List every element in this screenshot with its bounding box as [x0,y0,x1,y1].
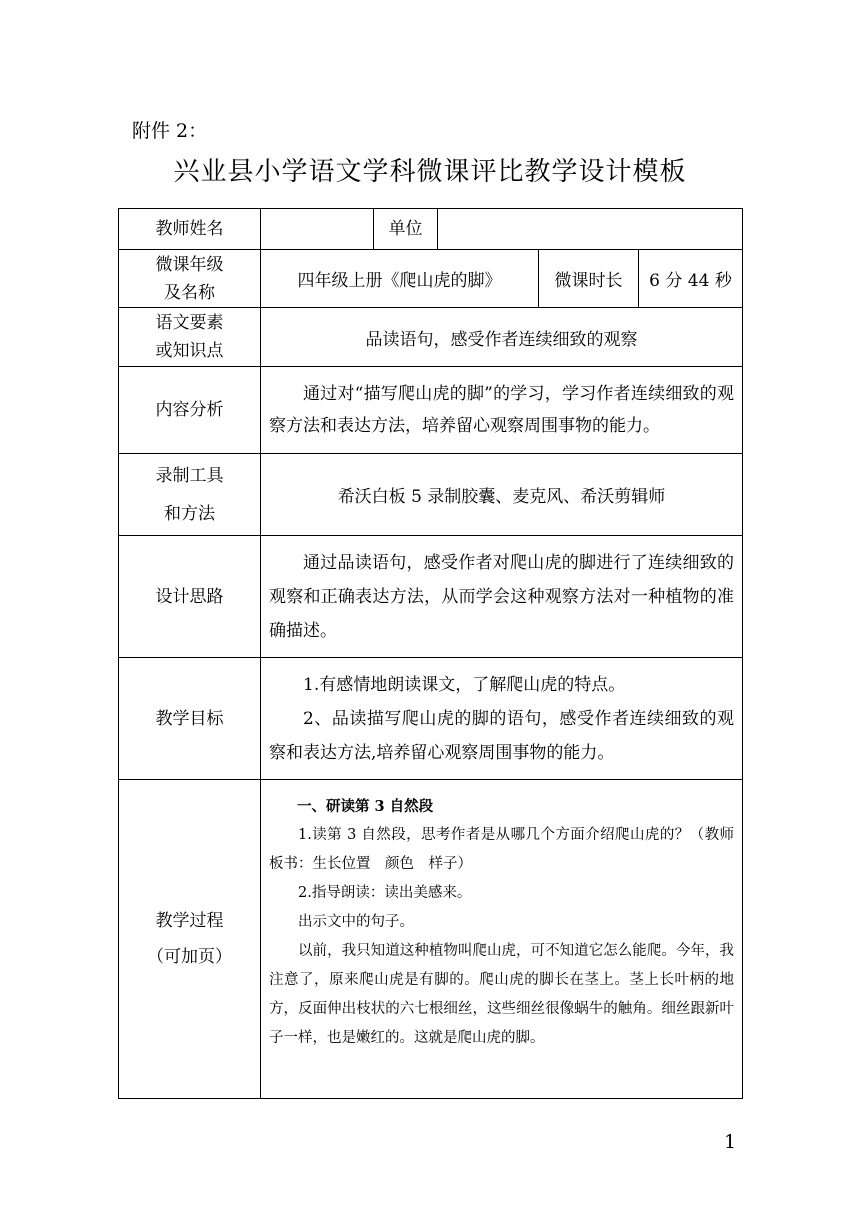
grade-label-line1: 微课年级 [155,254,224,275]
goals-value [261,658,743,780]
design-value: 通过品读语句，感受作者对爬山虎的脚进行了连续细致的观察和正确表达方法，从而学会这种观察方法对一种植物的准确描述。 [261,536,743,658]
unit-value[interactable] [438,209,743,250]
process-value [261,780,743,1099]
process-step-1: 1.读第 3 自然段，思考作者是从哪几个方面介绍爬山虎的？（教师板书：生长位置 颜色 样子） [269,827,735,872]
tools-label-line2: 和方法 [164,503,215,524]
process-text-passage: 以前，我只知道这种植物叫爬山虎，可不知道它怎么能爬。今年，我注意了，原来爬山虎是有脚的。爬山虎的脚长在茎上。茎上长叶柄的地方，反面伸出枝状的六七根细丝，这些细丝很像蜗牛的触角。细丝跟新叶子一样，也是嫩红的。这就是爬山虎的脚。 [269,943,735,1046]
unit-label: 单位 [374,209,438,250]
grade-label-line2: 及名称 [164,282,215,303]
process-label [119,780,261,1099]
teacher-name-label: 教师姓名 [119,209,261,250]
duration-label: 微课时长 [539,250,639,308]
grade-label [119,250,261,308]
attachment-label: 附件 2： [132,120,208,142]
tools-value: 希沃白板 5 录制胶囊、麦克风、希沃剪辑师 [261,454,743,536]
elements-label [119,308,261,367]
process-label-line1: 教学过程 [155,911,224,931]
goal-item-1: 1.有感情地朗读课文，了解爬山虎的特点。 [303,674,626,695]
process-label-line2: （可加页） [147,947,232,967]
tools-label-line1: 录制工具 [155,465,224,486]
page-number: 1 [724,1131,737,1153]
content-label: 内容分析 [119,367,261,454]
duration-value: 6 分 44 秒 [639,250,743,308]
document-title: 兴业县小学语文学科微课评比教学设计模板 [173,157,687,187]
grade-value: 四年级上册《爬山虎的脚》 [261,250,539,308]
lesson-design-table [118,208,743,1099]
process-heading: 一、研读第 3 自然段 [297,798,434,815]
elements-value: 品读语句，感受作者连续细致的观察 [261,308,743,367]
elements-label-line2: 或知识点 [155,341,224,361]
elements-label-line1: 语文要素 [155,313,224,333]
design-label: 设计思路 [119,536,261,658]
tools-label [119,454,261,536]
process-step-3: 出示文中的句子。 [298,914,414,930]
teacher-name-value[interactable] [261,209,374,250]
goal-item-2: 2、品读描写爬山虎的脚的语句，感受作者连续细致的观察和表达方法,培养留心观察周围事物的能力。 [269,708,735,763]
content-value: 通过对“描写爬山虎的脚”的学习，学习作者连续细致的观察方法和表达方法，培养留心观察周围事物的能力。 [261,367,743,454]
goals-label: 教学目标 [119,658,261,780]
process-step-2: 2.指导朗读：读出美感来。 [298,885,472,901]
